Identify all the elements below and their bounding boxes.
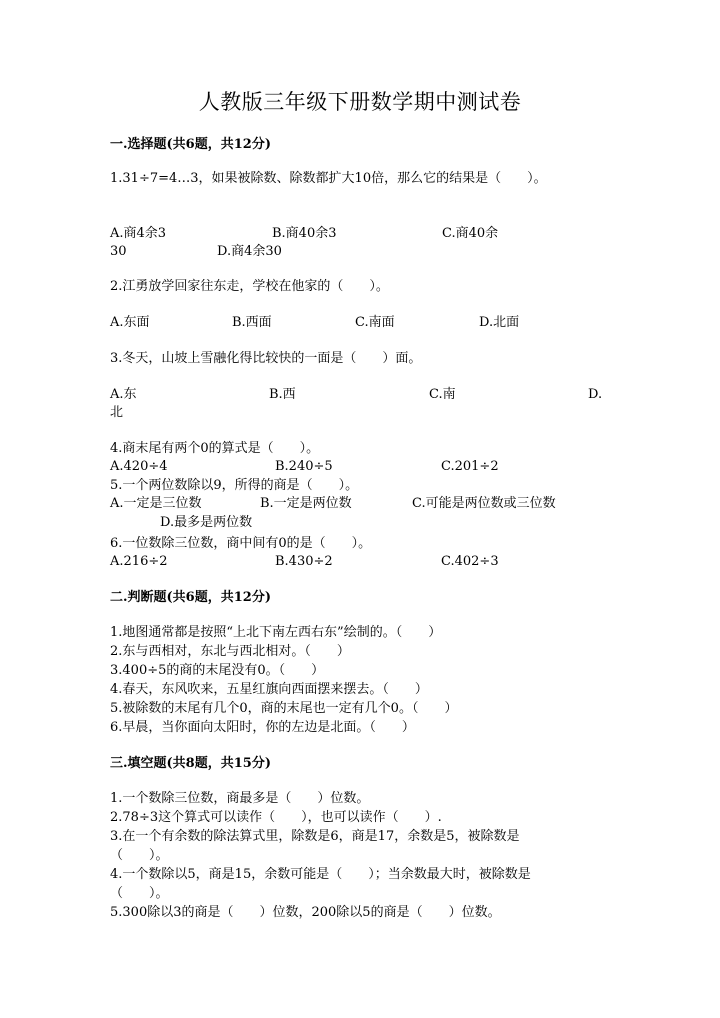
judgement-item: 6.早晨，当你面向太阳时，你的左边是北面。（ ）	[110, 720, 415, 735]
fill-blank-item: 4.一个数除以5，商是15，余数可能是（ ）；当余数最大时，被除数是	[110, 867, 531, 882]
question-5-stem: 5.一个两位数除以9，所得的商是（ ）。	[110, 478, 359, 493]
question-4-option-c: C.201÷2	[441, 459, 499, 474]
question-3-option-d: D.	[588, 387, 603, 402]
question-6-option-c: C.402÷3	[441, 554, 499, 569]
question-5-option-d: D.最多是两位数	[160, 515, 253, 530]
judgement-item: 4.春天，东风吹来，五星红旗向西面摆来摆去。（ ）	[110, 682, 428, 697]
question-4-option-a: A.420÷4	[110, 459, 168, 474]
section-heading-true-false: 二.判断题(共6题，共12分)	[110, 590, 271, 605]
judgement-item: 2.东与西相对，东北与西北相对。（ ）	[110, 644, 350, 659]
question-3-option-b: B.西	[269, 387, 296, 402]
question-4-option-b: B.240÷5	[275, 459, 333, 474]
section-heading-fill-blank: 三.填空题(共8题，共15分)	[110, 756, 271, 771]
page-title: 人教版三年级下册数学期中测试卷	[198, 90, 522, 114]
question-4-stem: 4.商末尾有两个0的算式是（ ）。	[110, 441, 320, 456]
question-6-option-a: A.216÷2	[110, 554, 168, 569]
question-3-option-a: A.东	[110, 387, 137, 402]
fill-blank-item: 5.300除以3的商是（ ）位数，200除以5的商是（ ）位数。	[110, 905, 501, 920]
question-2-option-c: C.南面	[355, 315, 395, 330]
question-2-option-a: A.东面	[110, 315, 150, 330]
question-2-option-b: B.西面	[232, 315, 272, 330]
question-3-stem: 3.冬天，山坡上雪融化得比较快的一面是（ ）面。	[110, 351, 422, 366]
fill-blank-item-continued: （ ）。	[110, 886, 169, 901]
fill-blank-item-continued: （ ）。	[110, 848, 169, 863]
section-heading-choice: 一.选择题(共6题，共12分)	[110, 137, 271, 152]
question-6-stem: 6.一位数除三位数，商中间有0的是（ ）。	[110, 536, 372, 551]
question-1-option-c-continued: 30	[110, 244, 127, 259]
question-3-option-d-continued: 北	[110, 405, 124, 420]
fill-blank-item: 3.在一个有余数的除法算式里，除数是6，商是17，余数是5，被除数是	[110, 829, 520, 844]
question-3-option-c: C.南	[429, 387, 456, 402]
judgement-item: 3.400÷5的商的末尾没有0。（ ）	[110, 663, 325, 678]
fill-blank-item: 2.78÷3这个算式可以读作（ ），也可以读作（ ）.	[110, 810, 442, 825]
question-1-stem: 1.31÷7=4…3，如果被除数、除数都扩大10倍，那么它的结果是（ ）。	[110, 171, 547, 186]
question-1-option-d: D.商4余30	[217, 244, 282, 259]
judgement-item: 1.地图通常都是按照“上北下南左西右东”绘制的。（ ）	[110, 625, 442, 640]
question-2-option-d: D.北面	[479, 315, 520, 330]
question-6-option-b: B.430÷2	[275, 554, 333, 569]
judgement-item: 5.被除数的末尾有几个0，商的末尾也一定有几个0。（ ）	[110, 701, 458, 716]
question-1-option-c: C.商40余	[442, 226, 499, 241]
question-1-option-b: B.商40余3	[272, 226, 337, 241]
question-5-option-c: C.可能是两位数或三位数	[412, 496, 556, 511]
question-2-stem: 2.江勇放学回家往东走，学校在他家的（ ）。	[110, 279, 389, 294]
fill-blank-item: 1.一个数除三位数，商最多是（ ）位数。	[110, 791, 370, 806]
question-1-option-a: A.商4余3	[110, 226, 167, 241]
question-5-option-a: A.一定是三位数	[110, 496, 202, 511]
question-5-option-b: B.一定是两位数	[260, 496, 352, 511]
